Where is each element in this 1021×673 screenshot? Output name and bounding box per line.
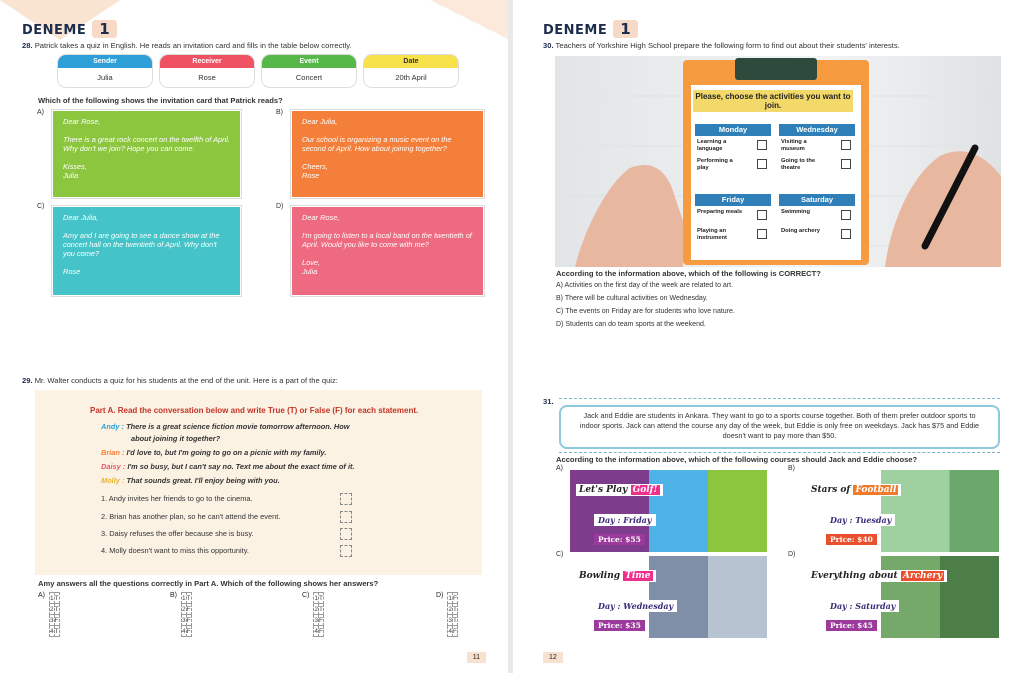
tf-cell: T (319, 605, 323, 613)
option-label[interactable]: A) (556, 465, 563, 472)
invitation-card-d[interactable]: Dear Rose, I'm going to listen to a local band on the twentieth of April. Would you like to come with me? Love, Julia (291, 206, 484, 296)
tf-option[interactable] (436, 592, 458, 637)
invitation-card-c[interactable]: Dear Julia, Amy and I are going to see a dance show at the concert hall on the twentieth of April. Why don't you come? Rose (52, 206, 241, 296)
tf-cell: 3 (314, 616, 319, 624)
option-label[interactable]: D) (788, 551, 796, 558)
convo-line: Brian : I'd love to, but I'm going to go on a picnic with my family. (101, 448, 327, 457)
tf-cell: F (453, 627, 457, 635)
answer-c[interactable]: C) The events on Friday are for students who love nature. (556, 308, 735, 315)
tf-cell: F (54, 616, 59, 624)
convo-line: about joining it together? (131, 434, 221, 443)
answer-box[interactable] (340, 528, 352, 540)
day-name: Wednesday (779, 124, 855, 136)
ad-title (808, 484, 901, 496)
day-column (779, 124, 855, 174)
ad-day: Day : Wednesday (594, 600, 677, 612)
tf-option[interactable] (302, 592, 324, 637)
test-header: DENEME 1 (22, 20, 117, 38)
page-number: 11 (467, 652, 486, 663)
ad-day: Day : Friday (594, 514, 656, 526)
tf-cell: T (54, 594, 59, 602)
tf-cell: 2 (182, 605, 186, 613)
ad-title (576, 570, 656, 582)
right-page (513, 0, 1021, 673)
test-header: DENEME 1 (543, 20, 638, 38)
ad-day: Day : Tuesday (826, 514, 895, 526)
tf-cell: T (186, 594, 191, 602)
tf-cell: 3 (182, 616, 186, 624)
ad-title (808, 570, 947, 582)
statement: 1. Andy invites her friends to go to the cinema. (101, 494, 253, 503)
course-ad[interactable] (570, 470, 767, 552)
checkbox-icon[interactable] (757, 159, 767, 169)
activity-label: Playing an instrument (697, 228, 727, 241)
option-label[interactable]: D) (436, 592, 444, 599)
option-c-label[interactable]: C) (37, 203, 45, 210)
ad-price: Price: $40 (826, 534, 877, 545)
activity-option[interactable] (695, 206, 771, 225)
course-ad[interactable] (802, 556, 999, 638)
activity-label: Doing archery (781, 228, 820, 234)
part-a-title: Part A. Read the conversation below and write True (T) or False (F) for each statement. (90, 406, 419, 415)
day-column (779, 194, 855, 244)
day-name: Saturday (779, 194, 855, 206)
day-column (695, 124, 771, 174)
day-name: Monday (695, 124, 771, 136)
question-28-prompt: Which of the following shows the invitation card that Patrick reads? (38, 96, 283, 105)
checkbox-icon[interactable] (757, 140, 767, 150)
checkbox-icon[interactable] (841, 229, 851, 239)
question-31-num: 31. (543, 397, 554, 406)
ad-title-main: Everything about (811, 571, 901, 581)
answer-box[interactable] (340, 511, 352, 523)
clip (735, 58, 817, 80)
tf-cell: F (453, 594, 457, 602)
table-cell: Date 20th April (363, 54, 459, 88)
checkbox-icon[interactable] (841, 210, 851, 220)
tf-cell: 2 (50, 605, 54, 613)
tf-cell: 4 (182, 627, 186, 635)
tf-table (181, 592, 192, 637)
tf-cell: 4 (448, 627, 453, 635)
answer-d[interactable]: D) Students can do team sports at the weekend. (556, 321, 706, 328)
tf-cell: 4 (314, 627, 319, 635)
question-29: 29. Mr. Walter conducts a quiz for his students at the end of the unit. Here is a part of the quiz: (22, 376, 338, 385)
day-column (695, 194, 771, 244)
tf-table (313, 592, 324, 637)
question-30-prompt: According to the information above, which of the following is CORRECT? (556, 269, 821, 278)
question-31-prompt: According to the information above, which of the following courses should Jack and Eddie choose? (556, 455, 918, 464)
checkbox-icon[interactable] (757, 229, 767, 239)
ad-title-highlight: Football (855, 485, 897, 495)
course-ad[interactable] (802, 470, 999, 552)
activity-option[interactable] (779, 225, 855, 244)
convo-line: Daisy : I'm so busy, but I can't say no. Text me about the exact time of it. (101, 462, 355, 471)
tf-cell: 2 (314, 605, 319, 613)
tf-cell: T (453, 605, 457, 613)
ad-price: Price: $35 (594, 620, 645, 631)
tf-cell: 1 (182, 594, 186, 602)
page-number: 12 (543, 652, 563, 663)
option-label[interactable]: B) (170, 592, 177, 599)
tf-option[interactable] (170, 592, 192, 637)
tf-cell: F (186, 605, 191, 613)
quiz-box (35, 390, 482, 575)
activity-label: Swimming (781, 209, 810, 215)
statement: 4. Molly doesn't want to miss this opportunity. (101, 546, 249, 555)
option-d-label[interactable]: D) (276, 203, 284, 210)
activity-option[interactable] (779, 206, 855, 225)
tf-cell: F (319, 627, 323, 635)
table-cell: Sender Julia (57, 54, 153, 88)
tf-cell: F (319, 616, 323, 624)
clipboard-photo (555, 56, 1001, 267)
statement: 2. Brian has another plan, so he can't attend the event. (101, 512, 281, 521)
tf-cell: 2 (448, 605, 453, 613)
activity-label: Preparing meals (697, 209, 743, 215)
activity-label: Learning a language (697, 139, 727, 152)
ad-title-highlight: Archery (902, 571, 943, 581)
option-label[interactable]: C) (556, 551, 564, 558)
invitation-card-b[interactable]: Dear Julia, Our school is organizing a music event on the second of April. How about joining together? Cheers, Rose (291, 110, 484, 198)
course-ad[interactable] (570, 556, 767, 638)
option-b-label[interactable]: B) (276, 109, 283, 116)
tf-cell: 3 (50, 616, 54, 624)
answer-box[interactable] (340, 545, 352, 557)
activity-option[interactable] (695, 225, 771, 244)
question-30: 30. Teachers of Yorkshire High School prepare the following form to find out about their students' interests. (543, 41, 900, 50)
tf-cell: T (319, 594, 323, 602)
convo-line: Molly : That sounds great. I'll enjoy being with you. (101, 476, 280, 485)
day-name: Friday (695, 194, 771, 206)
checkbox-icon[interactable] (841, 159, 851, 169)
answer-box[interactable] (340, 493, 352, 505)
activity-label: Going to the theatre (781, 158, 816, 171)
ad-title (576, 484, 663, 496)
tf-cell: T (54, 605, 59, 613)
activity-option[interactable] (695, 136, 771, 155)
option-label[interactable]: A) (38, 592, 45, 599)
ad-title-main: Stars of (811, 485, 854, 495)
convo-line: Andy : There is a great science fiction movie tomorrow afternoon. How (101, 422, 350, 431)
activity-option[interactable] (779, 155, 855, 174)
activity-label: Performing a play (697, 158, 733, 171)
option-label[interactable]: B) (788, 465, 795, 472)
dashed-divider (559, 398, 1000, 399)
form-title: Please, choose the activities you want to join. (693, 90, 853, 112)
left-page (0, 0, 508, 673)
table-cell: Receiver Rose (159, 54, 255, 88)
ad-price: Price: $55 (594, 534, 645, 545)
tf-cell: 1 (50, 594, 54, 602)
tf-cell: 1 (448, 594, 453, 602)
ad-day: Day : Saturday (826, 600, 899, 612)
tf-cell: 3 (448, 616, 453, 624)
tf-cell: 1 (314, 594, 319, 602)
activity-label: Visiting a museum (781, 139, 807, 152)
question-29-prompt: Amy answers all the questions correctly in Part A. Which of the following shows her answers? (38, 579, 379, 588)
checkbox-icon[interactable] (841, 140, 851, 150)
answer-a[interactable]: A) Activities on the first day of the week are related to art. (556, 282, 734, 289)
option-label[interactable]: C) (302, 592, 310, 599)
info-table (57, 54, 459, 88)
ad-price: Price: $45 (826, 620, 877, 631)
question-28: 28. Patrick takes a quiz in English. He reads an invitation card and fills in the table below correctly. (22, 41, 352, 50)
dashed-divider (559, 452, 1000, 453)
tf-cell: 4 (50, 627, 54, 635)
tf-option[interactable] (38, 592, 60, 637)
ad-title-main: Let's Play (579, 485, 631, 495)
table-cell: Event Concert (261, 54, 357, 88)
info-box: Jack and Eddie are students in Ankara. They want to go to a sports course together. Both of them prefer outdoor sports to indoor sports. Jack can attend the course any day of the week, but Eddie is only free on weekdays. Jack has $75 and Eddie doesn't want to pay more than $50. (559, 405, 1000, 449)
ad-title-highlight: Golf! (632, 485, 658, 495)
answer-b[interactable]: B) There will be cultural activities on Wednesday. (556, 295, 708, 302)
checkbox-icon[interactable] (757, 210, 767, 220)
option-a-label[interactable]: A) (37, 109, 44, 116)
tf-table (447, 592, 458, 637)
statement: 3. Daisy refuses the offer because she is busy. (101, 529, 254, 538)
clipboard (683, 60, 869, 265)
activity-option[interactable] (695, 155, 771, 174)
tf-cell: T (54, 627, 59, 635)
tf-cell: F (186, 616, 191, 624)
invitation-card-a[interactable]: Dear Rose, There is a great rock concert on the twelfth of April. Why don't we join? Hope you can come. Kisses, Julia (52, 110, 241, 198)
activity-option[interactable] (779, 136, 855, 155)
tf-table (49, 592, 60, 637)
ad-title-main: Bowling (579, 571, 624, 581)
tf-cell: F (186, 627, 191, 635)
corner-decoration (390, 0, 508, 40)
tf-cell: T (453, 616, 457, 624)
ad-title-highlight: Time (625, 571, 651, 581)
